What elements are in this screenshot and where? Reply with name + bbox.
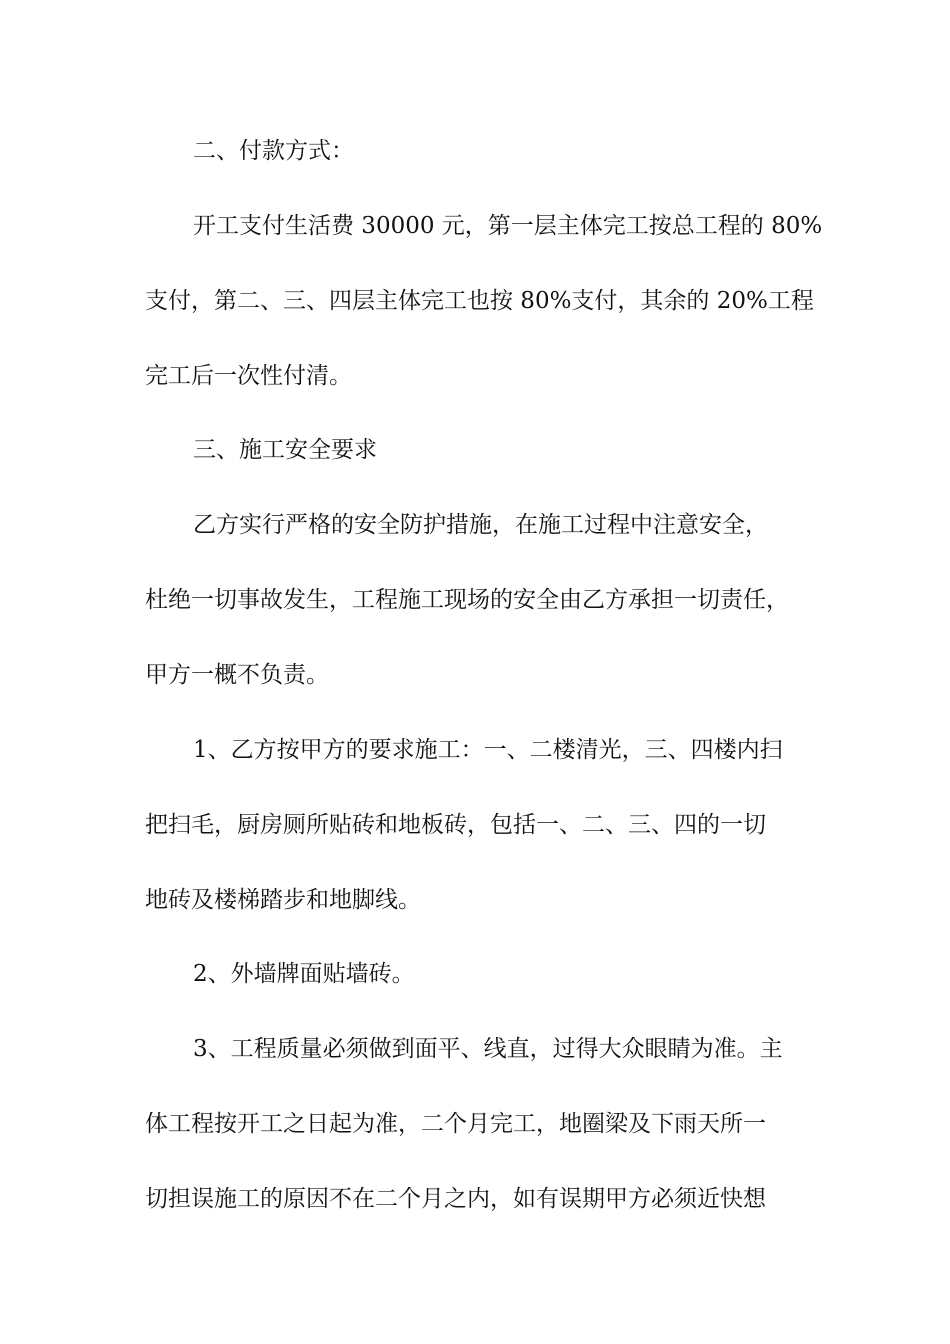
- section-heading-payment: 二、付款方式：: [193, 138, 354, 164]
- paragraph-line: 切担误施工的原因不在二个月之内，如有误期甲方必须近快想: [145, 1186, 766, 1212]
- paragraph-line: 杜绝一切事故发生，工程施工现场的安全由乙方承担一切责任，: [145, 587, 789, 613]
- paragraph-line: 支付，第二、三、四层主体完工也按 80%支付，其余的 20%工程: [145, 288, 814, 314]
- list-item-1: 1、乙方按甲方的要求施工：一、二楼清光，三、四楼内扫: [193, 737, 783, 763]
- paragraph-line: 体工程按开工之日起为准，二个月完工，地圈梁及下雨天所一: [145, 1111, 766, 1137]
- list-item-3: 3、工程质量必须做到面平、线直，过得大众眼睛为准。主: [193, 1036, 783, 1062]
- list-item-2: 2、外墙牌面贴墙砖。: [193, 961, 415, 987]
- paragraph-line: 完工后一次性付清。: [145, 363, 352, 389]
- paragraph-line: 地砖及楼梯踏步和地脚线。: [145, 887, 421, 913]
- paragraph-line: 把扫毛，厨房厕所贴砖和地板砖，包括一、二、三、四的一切: [145, 812, 766, 838]
- paragraph-line: 开工支付生活费 30000 元，第一层主体完工按总工程的 80%: [193, 213, 823, 239]
- paragraph-line: 乙方实行严格的安全防护措施，在施工过程中注意安全，: [193, 512, 768, 538]
- section-heading-safety: 三、施工安全要求: [193, 437, 377, 463]
- paragraph-line: 甲方一概不负责。: [145, 662, 329, 688]
